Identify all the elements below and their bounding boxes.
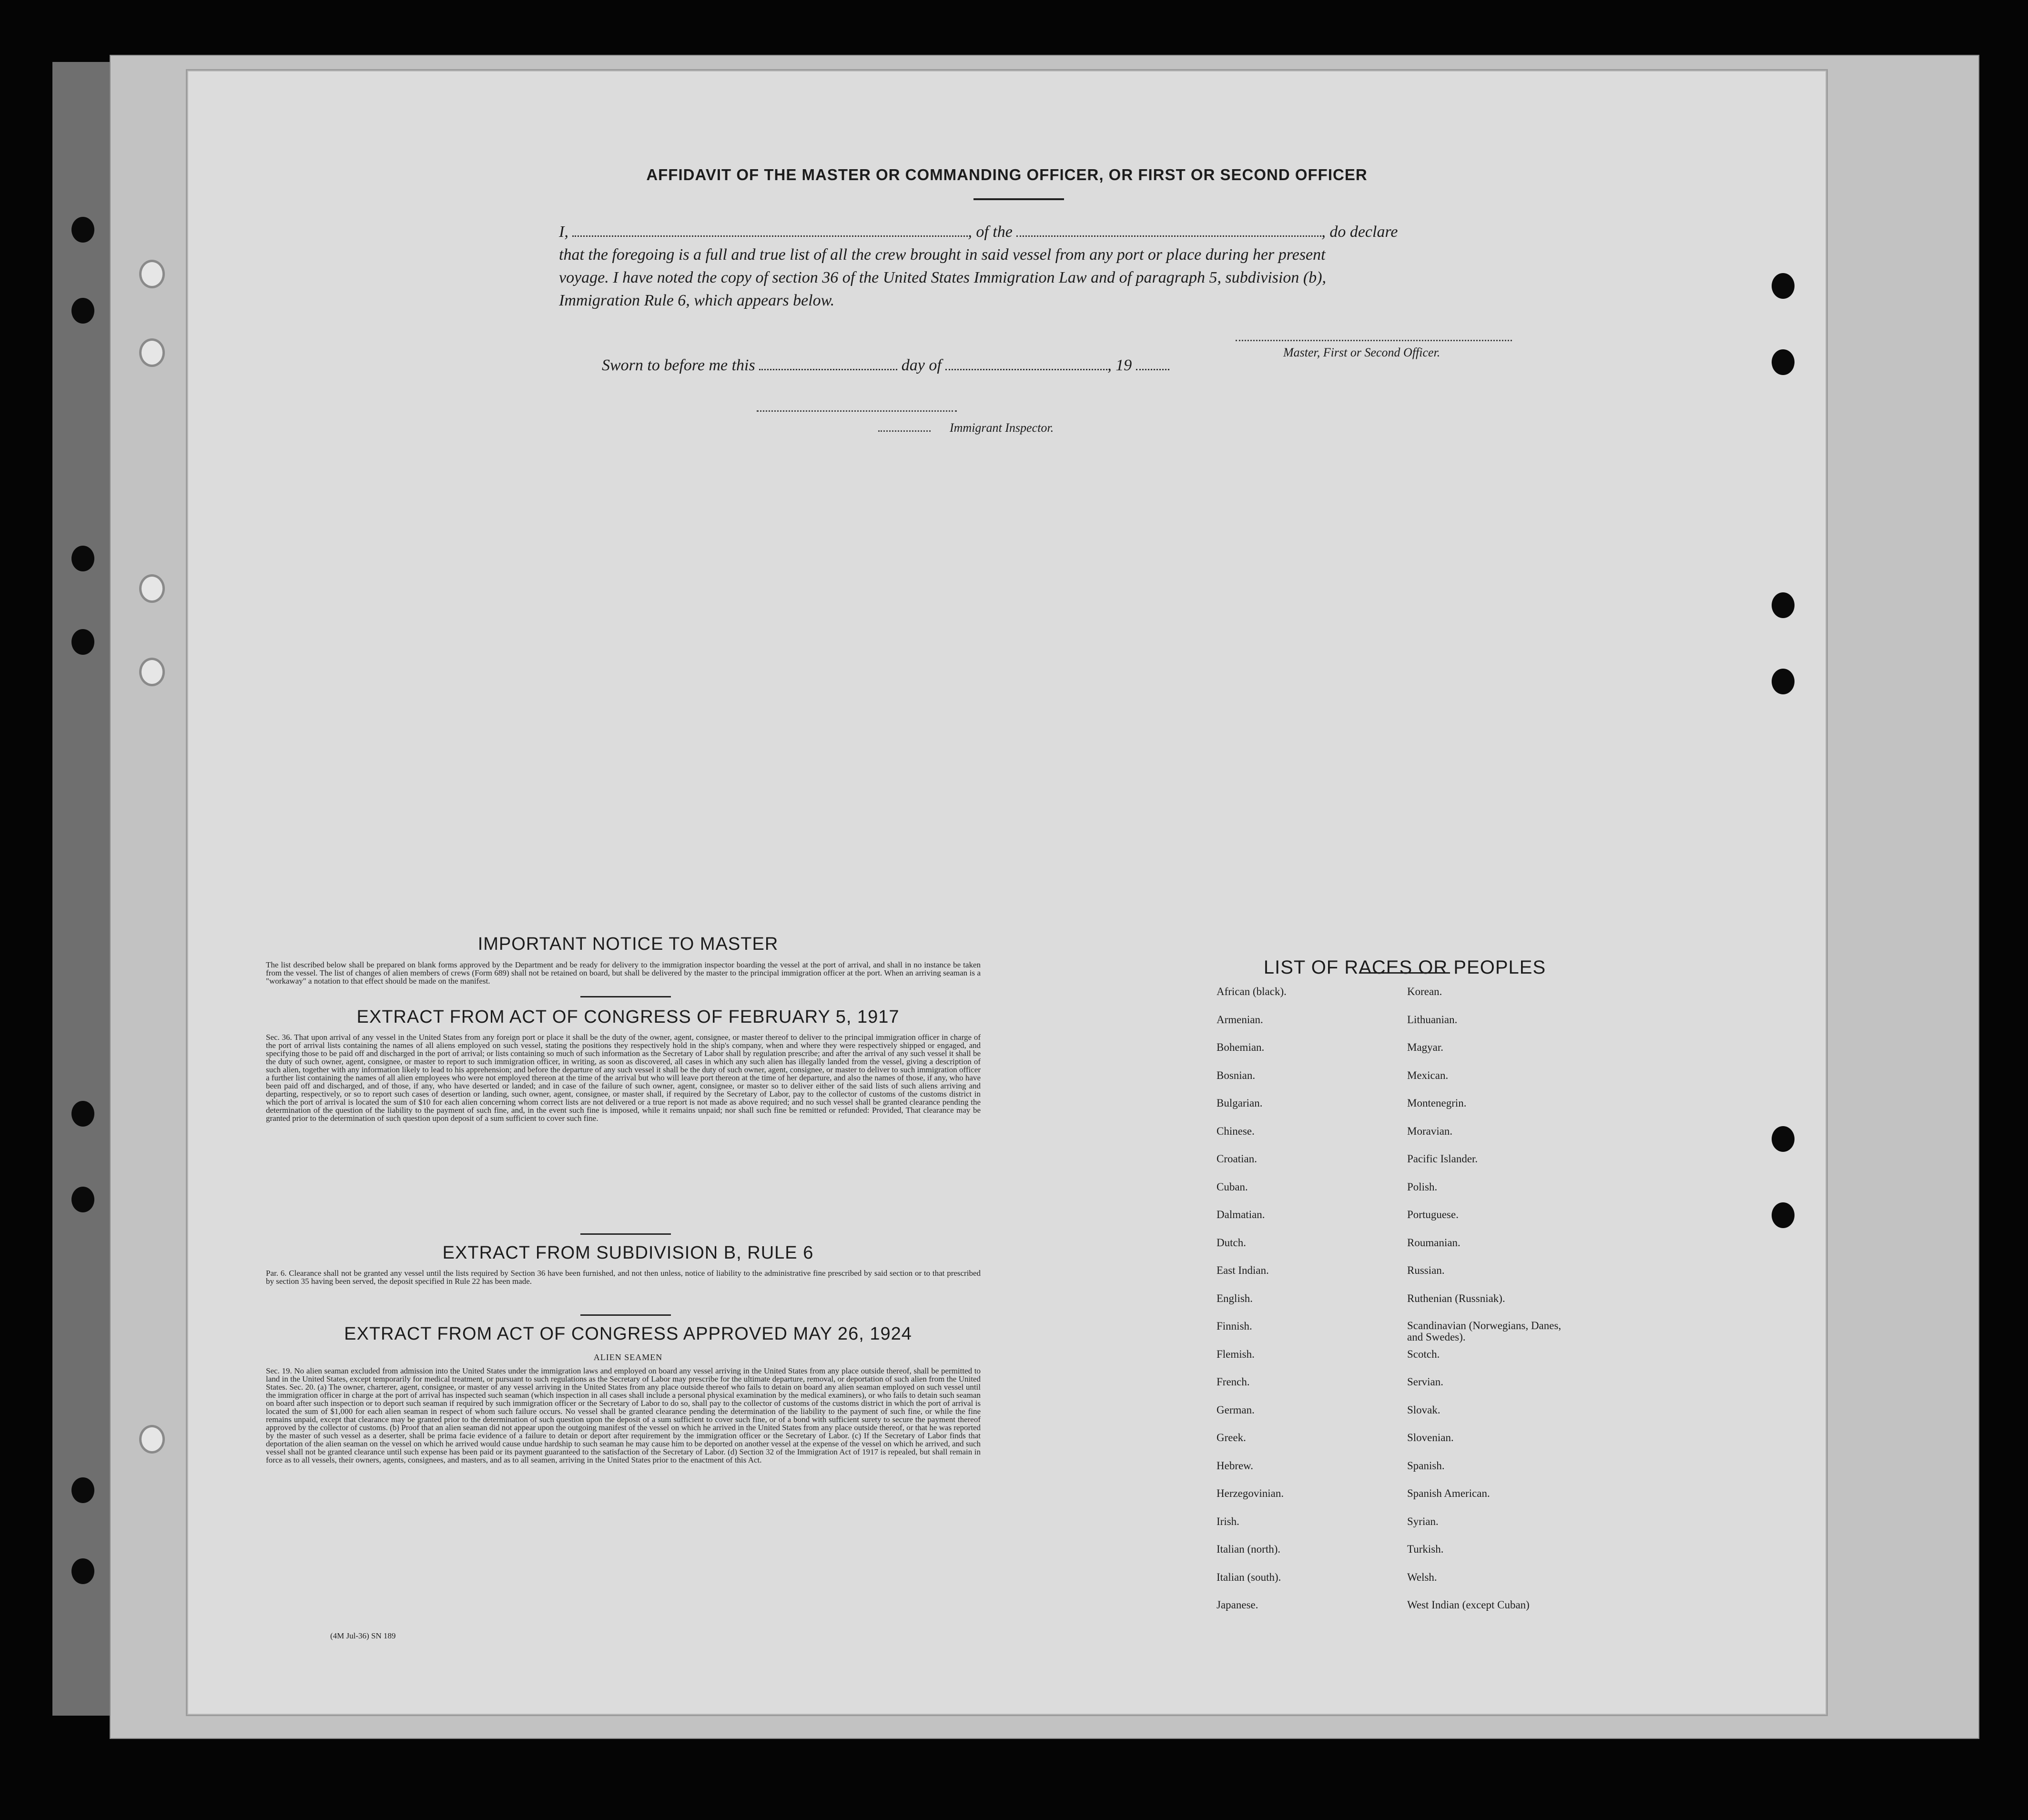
act-1924-text: Sec. 19. No alien seaman excluded from admission into the United States under the immigration laws and employed on board any vessel arriving in the United States from any place outside thereof, shall be permitted to land in the United States, except temporarily for medical treatment, or pursuant to such regulations as the Secretary of Labor may prescribe for the ultimate departure, removal, or deportation of such alien from the United States. Sec. 20. (a) The owner, charterer, agent, consignee, or master of any vessel arriving in the United States from any place outside thereof who fails to detain on board any alien seaman employed on such vessel until the immigration officer in charge at the port of arrival has inspected such seaman (which inspection in all cases shall include a personal physical examination by the medical examiners), or who fails to detain such seaman on board after such inspection or to deport such seaman if required by such immigration officer or the Secretary of Labor to do so, shall pay to the collector of customs of the customs district in which the port of arrival is located the sum of $1,000 for each alien seaman in respect of whom such failure occurs. No vessel shall be granted clearance pending the determination of the liability to the payment of such fine, or while the fine remains unpaid, except that clearance may be granted prior to the determination of such question upon the deposit of a sum sufficient to cover such fine, or of a bond with sufficient surety to secure the payment thereof approved by the collector of customs. (b) Proof that an alien seaman did not appear upon the outgoing manifest of the vessel on which he arrived in the United States from any place outside thereof, or that he was reported by the master of such vessel as a deserter, shall be prima facie evidence of a failure to detain or deport after requirement by the immigration officer or the Secretary of Labor. (c) If the Secretary of Labor finds that deportation of the alien seaman on the vessel on which he arrived would cause undue hardship to such seaman he may cause him to be deported on another vessel at the expense of the vessel on which he arrived, and such vessel shall not be granted clearance until such expense has been paid or its payment guaranteed to the satisfaction of the Secretary of Labor. (d) Section 32 of the Immigration Act of 1917 is repealed, but shall remain in force as to all vessels, their owners, agents, consignees, and masters, and as to all seamen, arriving in the United States prior to the enactment of this Act. [266,1366,981,1464]
binder-ring [139,260,165,288]
name-blank [572,231,968,237]
race-item: Spanish. [1407,1459,1445,1472]
race-item: Portuguese. [1407,1209,1459,1220]
race-item: Armenian. [1217,1013,1263,1026]
race-item: Flemish. [1217,1348,1255,1360]
binder-hole [71,1558,94,1584]
race-item: Slovenian. [1407,1432,1454,1444]
race-item: Dutch. [1217,1236,1246,1249]
binder-ring [139,658,165,686]
sworn-day-of: day of [901,356,942,374]
binder-ring [139,338,165,367]
race-item: African (black). [1217,986,1287,997]
race-item: Greek. [1217,1432,1246,1444]
binder-hole [71,298,94,324]
races-title: LIST OF RACES OR PEOPLES [1263,957,1546,978]
master-caption: Master, First or Second Officer. [1283,346,1440,359]
sworn-year-blank [1136,364,1169,370]
race-item: Spanish American. [1407,1487,1490,1499]
sworn-day-blank [759,364,897,370]
binder-hole [71,546,94,571]
act-1917-rule [580,1233,671,1235]
binder-hole [71,1477,94,1503]
affidavit-line-2: that the foregoing is a full and true list of all the crew brought in said vessel from any port or place during her present [559,246,1326,264]
race-item: Cuban. [1217,1180,1248,1193]
vessel-blank [1016,231,1321,237]
race-item: Herzegovinian. [1217,1487,1284,1499]
act-1917-title: EXTRACT FROM ACT OF CONGRESS OF FEBRUARY 5, 1917 [356,1007,900,1027]
affidavit-declare: , do declare [1321,223,1398,241]
race-item: Chinese. [1217,1125,1255,1137]
punch-hole [1772,1126,1795,1152]
binder-hole [71,629,94,655]
affidavit-of-the: , of the [968,223,1013,241]
sworn-month-blank [945,364,1107,370]
act-1924-title: EXTRACT FROM ACT OF CONGRESS APPROVED MAY 26, 1924 [344,1324,912,1344]
alien-seamen-subtitle: ALIEN SEAMEN [593,1352,663,1362]
race-item: Italian (south). [1217,1571,1281,1583]
manifest-page [186,69,1828,1716]
master-signature-line [1236,340,1512,341]
race-item: Dalmatian. [1217,1209,1265,1220]
race-item: Bohemian. [1217,1041,1265,1053]
notice-text: The list described below shall be prepared on blank forms approved by the Department and be ready for delivery to the immigration inspector boarding the vessel at the port of arrival, and shall in no instance be taken from the vessel. The list of changes of alien members of crews (Form 689) shall not be retained on board, but shall be delivered by the master to the principal immigration officer at the port. When an arriving seaman is a "workaway" a notation to that effect should be made on the manifest. [266,960,981,986]
race-item: Syrian. [1407,1515,1439,1527]
race-item: Scotch. [1407,1348,1440,1360]
form-number: (4M Jul-36) SN 189 [330,1631,396,1640]
race-item: Polish. [1407,1180,1438,1193]
race-item: Moravian. [1407,1125,1453,1137]
race-item: Finnish. [1217,1320,1252,1332]
punch-hole [1772,273,1795,299]
race-item: Ruthenian (Russniak). [1407,1292,1505,1304]
race-item: West Indian (except Cuban) [1407,1599,1530,1611]
races-rule [1359,972,1450,974]
inspector-short-line [878,430,931,432]
race-item: Montenegrin. [1407,1097,1467,1109]
race-item: French. [1217,1376,1250,1388]
binder-ring [139,1425,165,1454]
race-item: Servian. [1407,1376,1444,1388]
race-item: Russian. [1407,1264,1445,1276]
binder-ring [139,574,165,603]
race-item: Irish. [1217,1515,1239,1527]
race-item: Bulgarian. [1217,1097,1263,1109]
race-item: English. [1217,1292,1253,1304]
affidavit-line-3: voyage. I have noted the copy of section 36 of the United States Immigration Law and of paragraph 5, subdivision (b), [559,269,1327,286]
affidavit-title: AFFIDAVIT OF THE MASTER OR COMMANDING OFFICER, OR FIRST OR SECOND OFFICER [646,166,1368,183]
race-item: Bosnian. [1217,1069,1256,1081]
notice-title: IMPORTANT NOTICE TO MASTER [477,934,779,954]
affidavit-line-4: Immigration Rule 6, which appears below. [559,292,835,309]
binder-hole [71,217,94,243]
inspector-signature-line [757,410,957,412]
race-item: Hebrew. [1217,1459,1254,1472]
race-item: Scandinavian (Norwegians, Danes, and Swedes). [1407,1320,1562,1343]
sworn-year: , 19 [1107,356,1132,374]
rule-6-rule [580,1314,671,1316]
punch-hole [1772,349,1795,375]
race-item: Roumanian. [1407,1236,1460,1249]
notice-rule [580,996,671,997]
race-item: Korean. [1407,986,1442,997]
race-item: Slovak. [1407,1403,1440,1416]
rule-6-title: EXTRACT FROM SUBDIVISION B, RULE 6 [442,1243,814,1263]
affidavit-i: I, [559,223,568,241]
inspector-caption: Immigrant Inspector. [950,421,1054,435]
rule-6-text: Par. 6. Clearance shall not be granted any vessel until the lists required by Section 36 have been furnished, and not then unless, notice of liability to the administrative fine prescribed by said section or to that prescribed by section 35 having been served, the deposit specified in Rule 22 has been made. [266,1269,981,1286]
race-item: Japanese. [1217,1599,1258,1611]
race-item: Mexican. [1407,1069,1449,1081]
punch-hole [1772,1202,1795,1228]
punch-hole [1772,592,1795,618]
race-item: Magyar. [1407,1041,1444,1053]
race-item: Pacific Islander. [1407,1153,1478,1165]
race-item: Italian (north). [1217,1543,1281,1555]
race-item: Croatian. [1217,1153,1257,1165]
binder-hole [71,1101,94,1127]
race-item: East Indian. [1217,1264,1269,1276]
race-item: Turkish. [1407,1543,1444,1555]
race-item: Lithuanian. [1407,1013,1458,1026]
race-item: Welsh. [1407,1571,1437,1583]
binder-hole [71,1187,94,1212]
act-1917-text: Sec. 36. That upon arrival of any vessel in the United States from any foreign port or place it shall be the duty of the owner, agent, consignee, or master thereof to deliver to the principal immigration officer in charge of the port of arrival lists containing the names of all aliens employed on such vessel, stating the positions they respectively hold in the ship's company, when and where they were respectively shipped or engaged, and specifying those to be paid off and discharged in the port of arrival; or lists containing so much of such information as the Secretary of Labor shall by regulation prescribe; and after the arrival of any such vessel it shall be the duty of such owner, agent, consignee, or master to report to such immigration officer, in writing, as soon as discovered, all cases in which any such alien has illegally landed from the vessel, giving a description of such alien, together with any information likely to lead to his apprehension; and before the departure of any such vessel it shall be the duty of such owner, agent, consignee, or master to deliver to such immigration officer a further list containing the names of all alien employees who were not employed thereon at the time of the arrival but who will leave port thereon at the time of her departure, and also the names of those, if any, who have been paid off and discharged, and of those, if any, who have deserted or landed; and in case of the failure of such owner, agent, consignee, or master so to deliver either of the said lists of such aliens arriving and departing, respectively, or so to report such cases of desertion or landing, such owner, agent, consignee, or master shall, if required by the Secretary of Labor, pay to the collector of customs of the customs district in which the port of arrival is located the sum of $10 for each alien concerning whom correct lists are not delivered or a true report is not made as above required; and no such vessel shall be granted clearance pending the determination of the question of the liability to the payment of such fine, and, in the event such fine is imposed, while it remains unpaid; nor shall such fine be remitted or refunded: Provided, That clearance may be granted prior to the determination of such question upon deposit of a sum sufficient to cover such fine. [266,1033,981,1123]
title-rule [973,198,1064,200]
sworn-line [602,356,1169,375]
punch-hole [1772,669,1795,694]
sworn-label: Sworn to before me this [602,356,755,374]
race-item: German. [1217,1403,1255,1416]
affidavit-text [559,221,1664,312]
